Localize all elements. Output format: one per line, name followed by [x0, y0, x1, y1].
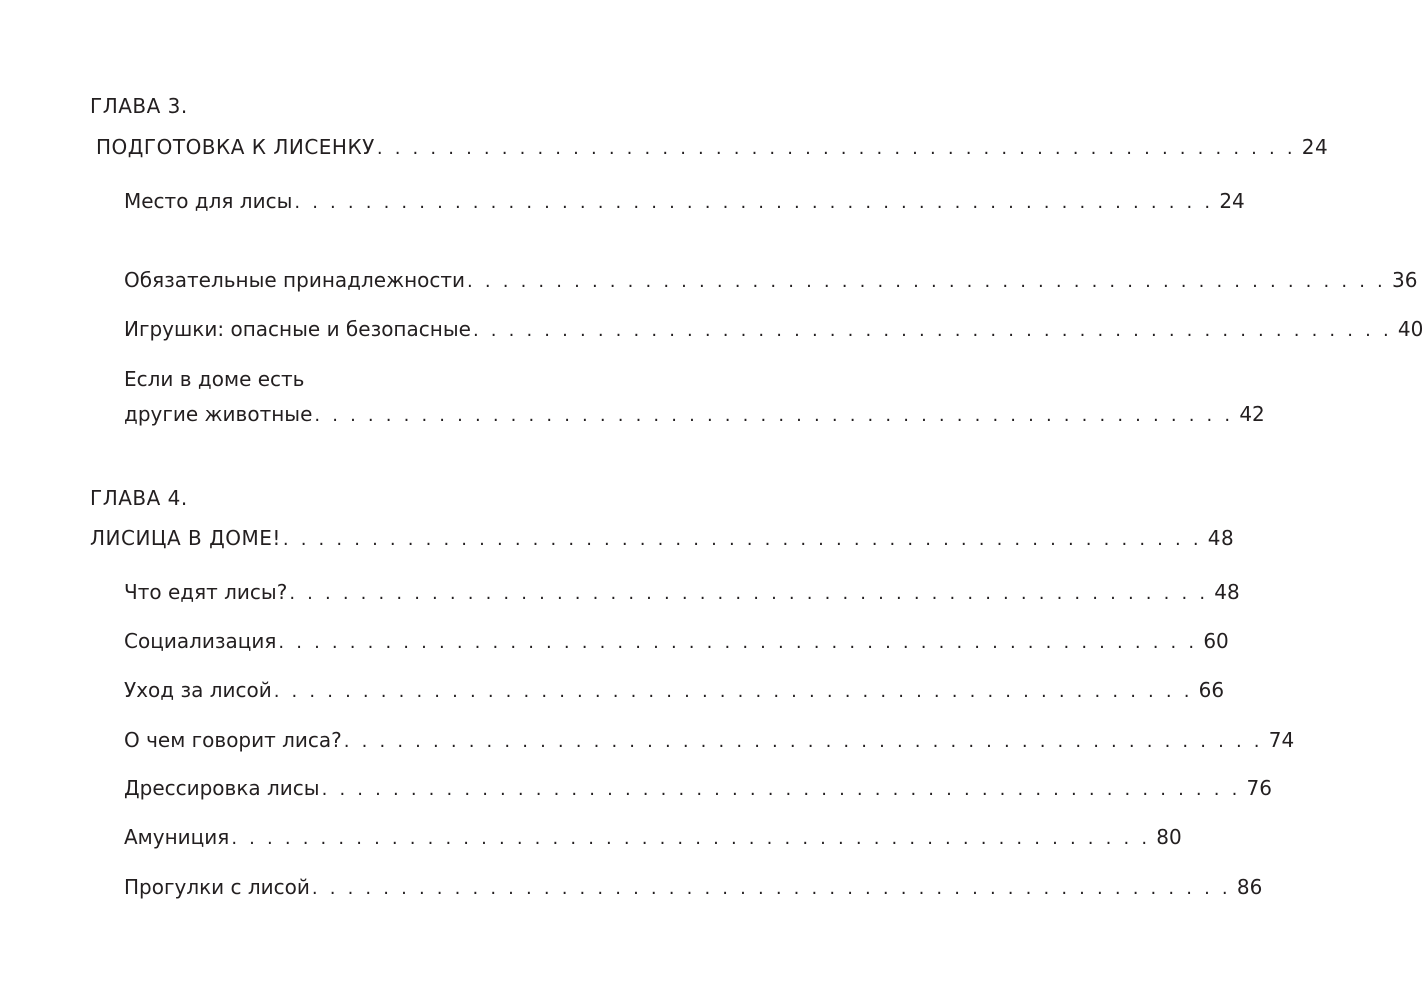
- page-number: 60: [1203, 629, 1229, 653]
- page-number: 66: [1198, 678, 1225, 702]
- toc-entry[interactable]: [124, 626, 1229, 656]
- chapter-4-label: ГЛАВА 4.: [90, 486, 188, 510]
- toc-entry[interactable]: [124, 186, 1245, 216]
- section-title: Обязательные принадлежности: [124, 268, 466, 292]
- chapter-3-label: ГЛАВА 3.: [90, 94, 188, 118]
- toc-entry[interactable]: [124, 675, 1225, 705]
- section-title: Игрушки: опасные и безопасные: [124, 317, 471, 341]
- section-title-line1[interactable]: Если в доме есть: [124, 367, 305, 391]
- dot-leader: . . . . . . . . . . . . . . . . . . . . . . . . . . . . . . . . . . . . . . . . . . . . . . . . . . . .: [343, 731, 1263, 752]
- dot-leader: . . . . . . . . . . . . . . . . . . . . . . . . . . . . . . . . . . . . . . . . . . . . . . . . . . . .: [278, 632, 1198, 653]
- dot-leader: . . . . . . . . . . . . . . . . . . . . . . . . . . . . . . . . . . . . . . . . . . . . . . . . . . . .: [376, 138, 1296, 159]
- page-number: 36: [1391, 268, 1418, 292]
- toc-entry[interactable]: [124, 399, 1265, 429]
- section-title: Социализация: [124, 629, 277, 653]
- toc-entry[interactable]: [124, 822, 1182, 852]
- toc-entry[interactable]: [124, 773, 1272, 803]
- dot-leader: . . . . . . . . . . . . . . . . . . . . . . . . . . . . . . . . . . . . . . . . . . . . . . . . . . . .: [282, 529, 1202, 550]
- dot-leader: . . . . . . . . . . . . . . . . . . . . . . . . . . . . . . . . . . . . . . . . . . . . . . . . . . . .: [467, 271, 1386, 292]
- page-number: 80: [1156, 825, 1182, 849]
- page-number: 74: [1268, 728, 1295, 752]
- chapter-3-entry[interactable]: [96, 132, 1329, 162]
- chapter-4-entry[interactable]: [90, 523, 1235, 553]
- section-title: другие животные: [124, 402, 313, 426]
- section-title: Уход за лисой: [124, 678, 272, 702]
- section-title: Амуниция: [124, 825, 230, 849]
- chapter-title: ЛИСИЦА В ДОМЕ!: [90, 526, 281, 550]
- dot-leader: . . . . . . . . . . . . . . . . . . . . . . . . . . . . . . . . . . . . . . . . . . . . . . . . . . . .: [231, 828, 1151, 849]
- section-title: О чем говорит лиса?: [124, 728, 342, 752]
- toc-entry[interactable]: [124, 265, 1418, 295]
- section-title: Прогулки с лисой: [124, 875, 310, 899]
- dot-leader: . . . . . . . . . . . . . . . . . . . . . . . . . . . . . . . . . . . . . . . . . . . . . . . . . . . .: [472, 320, 1392, 341]
- dot-leader: . . . . . . . . . . . . . . . . . . . . . . . . . . . . . . . . . . . . . . . . . . . . . . . . . . . .: [294, 192, 1214, 213]
- dot-leader: . . . . . . . . . . . . . . . . . . . . . . . . . . . . . . . . . . . . . . . . . . . . . . . . . . . .: [321, 779, 1241, 800]
- toc-entry[interactable]: [124, 725, 1295, 755]
- chapter-title: ПОДГОТОВКА К ЛИСЕНКУ: [96, 135, 375, 159]
- toc-entry[interactable]: [124, 872, 1263, 902]
- page-number: 48: [1214, 580, 1240, 604]
- dot-leader: . . . . . . . . . . . . . . . . . . . . . . . . . . . . . . . . . . . . . . . . . . . . . . . . . . . .: [289, 583, 1209, 604]
- page-number: 24: [1219, 189, 1245, 213]
- page-number: 86: [1236, 875, 1263, 899]
- section-title: Дрессировка лисы: [124, 776, 320, 800]
- section-title: Место для лисы: [124, 189, 293, 213]
- page-number: 76: [1246, 776, 1272, 800]
- dot-leader: . . . . . . . . . . . . . . . . . . . . . . . . . . . . . . . . . . . . . . . . . . . . . . . . . . . .: [314, 405, 1234, 426]
- page-number: 24: [1301, 135, 1329, 159]
- page-number: 40: [1397, 317, 1423, 341]
- page-number: 42: [1239, 402, 1265, 426]
- dot-leader: . . . . . . . . . . . . . . . . . . . . . . . . . . . . . . . . . . . . . . . . . . . . . . . . . . . .: [273, 681, 1193, 702]
- toc-entry[interactable]: [124, 314, 1423, 344]
- section-title: Что едят лисы?: [124, 580, 288, 604]
- page-number: 48: [1207, 526, 1235, 550]
- toc-entry[interactable]: [124, 577, 1240, 607]
- dot-leader: . . . . . . . . . . . . . . . . . . . . . . . . . . . . . . . . . . . . . . . . . . . . . . . . . . . .: [311, 878, 1231, 899]
